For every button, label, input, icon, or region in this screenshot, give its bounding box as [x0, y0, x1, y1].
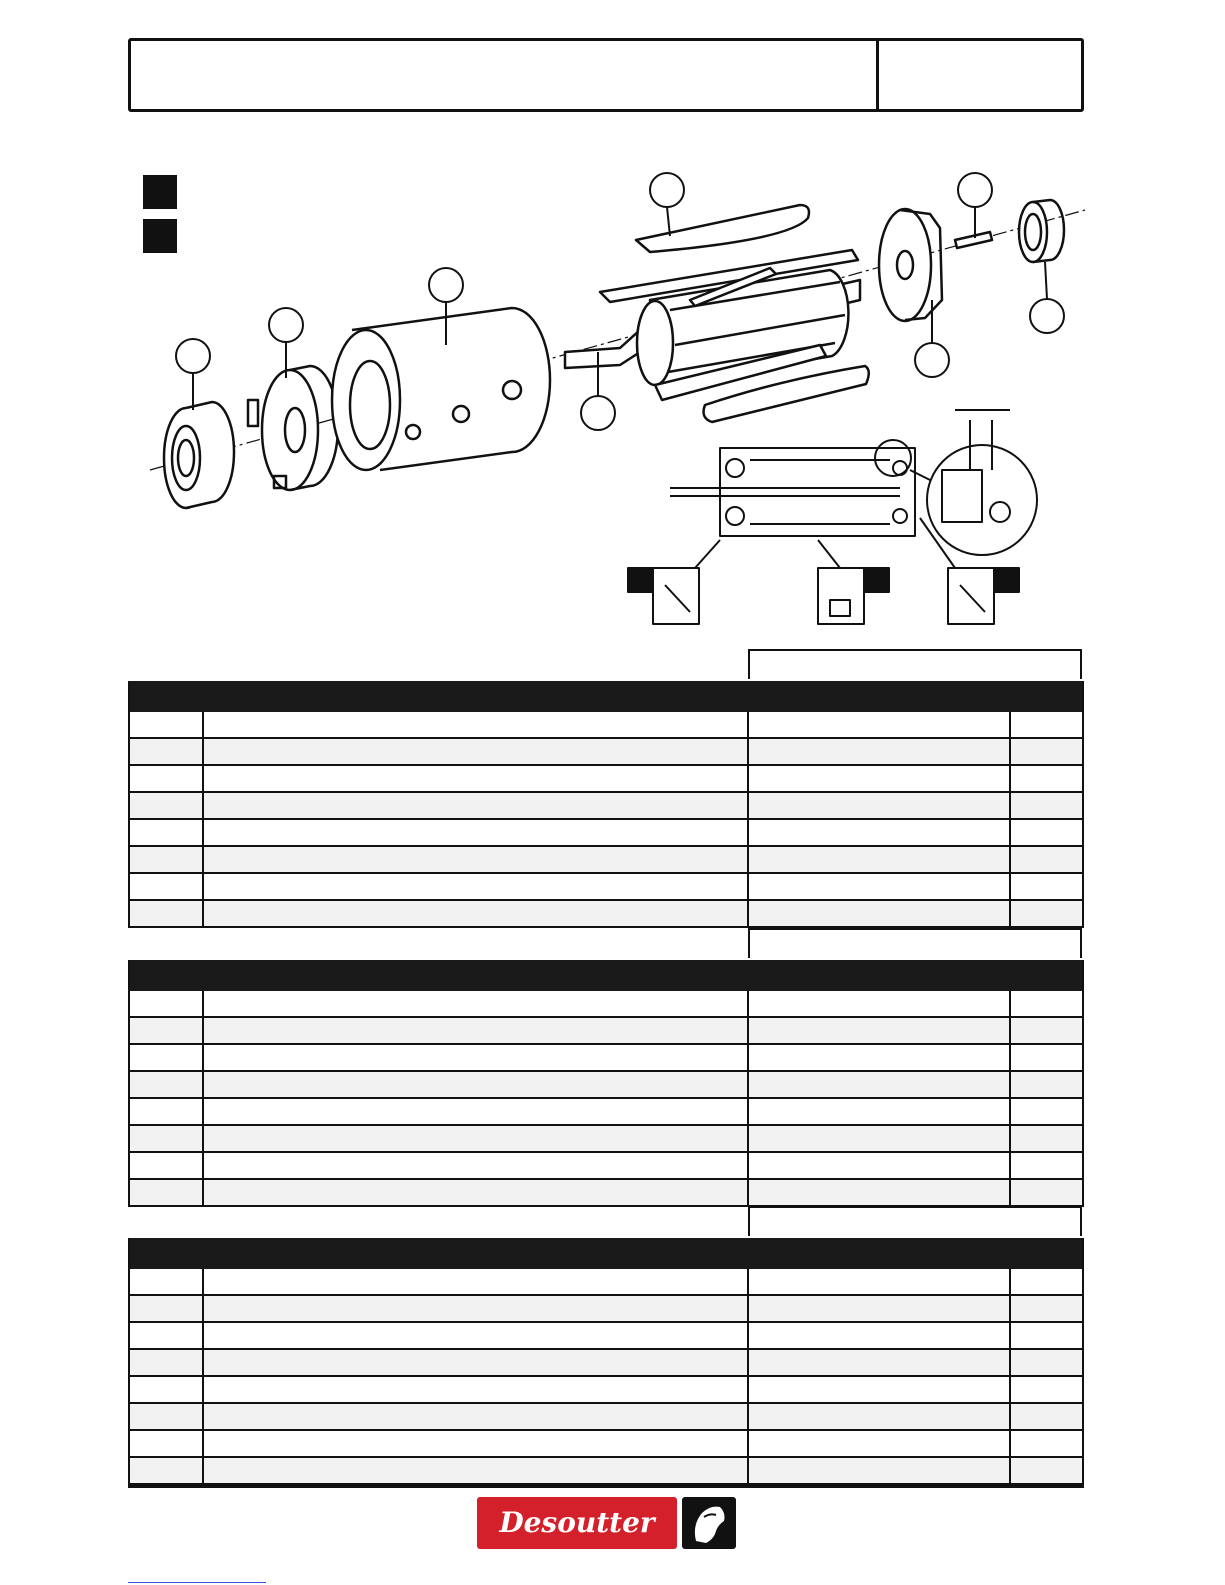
cell-item: [130, 1404, 204, 1429]
table-row: [130, 1097, 1082, 1124]
horse-head-svg: [682, 1497, 736, 1549]
cell-part-number: [749, 901, 1011, 926]
cell-part-number: [749, 1180, 1011, 1205]
table-1-caption: [748, 649, 1082, 679]
table-2-caption: [748, 928, 1082, 958]
cell-item: [130, 793, 204, 818]
cell-part-number: [749, 1431, 1011, 1456]
cell-item: [130, 1350, 204, 1375]
cell-item: [130, 766, 204, 791]
cell-description: [204, 1458, 749, 1483]
brand-logo: Desoutter: [477, 1497, 677, 1549]
cell-item: [130, 1018, 204, 1043]
cell-item: [130, 820, 204, 845]
cell-part-number: [749, 793, 1011, 818]
cell-description: [204, 1072, 749, 1097]
cell-part-number: [749, 1153, 1011, 1178]
table-row: [130, 899, 1082, 926]
cell-part-number: [749, 1296, 1011, 1321]
col-description: [204, 960, 749, 991]
cell-item: [130, 1153, 204, 1178]
cell-item: [130, 1269, 204, 1294]
cell-part-number: [749, 712, 1011, 737]
table-3-header: [130, 1238, 1082, 1269]
vane-1-drawing: [636, 205, 809, 252]
table-row: [130, 1269, 1082, 1294]
cell-qty: [1011, 820, 1082, 845]
cell-qty: [1011, 1458, 1082, 1483]
cell-description: [204, 1269, 749, 1294]
cell-part-number: [749, 1126, 1011, 1151]
cell-item: [130, 1180, 204, 1205]
table-row: [130, 1429, 1082, 1456]
table-3-caption: [748, 1206, 1082, 1236]
table-row: [130, 1348, 1082, 1375]
table-2-header: [130, 960, 1082, 991]
cell-qty: [1011, 712, 1082, 737]
cell-part-number: [749, 874, 1011, 899]
cell-qty: [1011, 739, 1082, 764]
cell-description: [204, 1099, 749, 1124]
bearing-rear-drawing: [1019, 200, 1064, 262]
cell-qty: [1011, 1045, 1082, 1070]
table-row: [130, 1456, 1082, 1483]
col-part-number: [749, 681, 1011, 712]
cell-item: [130, 874, 204, 899]
cell-item: [130, 901, 204, 926]
cell-item: [130, 991, 204, 1016]
cell-qty: [1011, 1377, 1082, 1402]
cell-description: [204, 712, 749, 737]
cell-description: [204, 1018, 749, 1043]
table-row: [130, 845, 1082, 872]
cell-description: [204, 793, 749, 818]
cell-description: [204, 1404, 749, 1429]
cell-description: [204, 901, 749, 926]
col-qty: [1011, 1238, 1082, 1269]
table-row: [130, 1178, 1082, 1205]
col-description: [204, 681, 749, 712]
cell-item: [130, 1099, 204, 1124]
rotor-drawing: [565, 270, 860, 386]
cell-item: [130, 1126, 204, 1151]
cell-description: [204, 874, 749, 899]
table-row: [130, 712, 1082, 737]
exploded-view-drawing: [0, 0, 1225, 640]
cell-qty: [1011, 1323, 1082, 1348]
cell-description: [204, 991, 749, 1016]
cell-description: [204, 1296, 749, 1321]
col-item: [130, 1238, 204, 1269]
table-2-body: [130, 991, 1082, 1205]
table-row: [130, 1043, 1082, 1070]
cell-part-number: [749, 1323, 1011, 1348]
cell-qty: [1011, 1072, 1082, 1097]
cell-description: [204, 766, 749, 791]
cell-part-number: [749, 991, 1011, 1016]
cell-qty: [1011, 847, 1082, 872]
table-row: [130, 1321, 1082, 1348]
cell-description: [204, 1126, 749, 1151]
cell-item: [130, 1045, 204, 1070]
col-description: [204, 1238, 749, 1269]
cell-part-number: [749, 739, 1011, 764]
grease-icon-1: [628, 540, 720, 624]
table-row: [130, 1070, 1082, 1097]
cell-part-number: [749, 1045, 1011, 1070]
cell-qty: [1011, 1018, 1082, 1043]
cell-part-number: [749, 1099, 1011, 1124]
col-item: [130, 960, 204, 991]
table-row: [130, 818, 1082, 845]
cell-qty: [1011, 1099, 1082, 1124]
cell-item: [130, 739, 204, 764]
cell-qty: [1011, 793, 1082, 818]
cell-item: [130, 847, 204, 872]
cell-part-number: [749, 1018, 1011, 1043]
cell-qty: [1011, 1350, 1082, 1375]
cell-part-number: [749, 1269, 1011, 1294]
col-part-number: [749, 960, 1011, 991]
cell-description: [204, 1153, 749, 1178]
cell-qty: [1011, 1431, 1082, 1456]
cell-qty: [1011, 991, 1082, 1016]
cell-description: [204, 739, 749, 764]
cell-qty: [1011, 901, 1082, 926]
page-link-underline[interactable]: [128, 1582, 266, 1583]
cell-part-number: [749, 820, 1011, 845]
table-row: [130, 1294, 1082, 1321]
table-row: [130, 737, 1082, 764]
cell-item: [130, 1377, 204, 1402]
cell-qty: [1011, 766, 1082, 791]
cell-qty: [1011, 1296, 1082, 1321]
cell-item: [130, 1458, 204, 1483]
cylinder-drawing: [332, 308, 550, 470]
cell-qty: [1011, 1126, 1082, 1151]
table-row: [130, 991, 1082, 1016]
col-item: [130, 681, 204, 712]
table-row: [130, 1402, 1082, 1429]
cell-description: [204, 1180, 749, 1205]
cell-part-number: [749, 847, 1011, 872]
parts-table-1: [128, 681, 1084, 928]
cell-item: [130, 1072, 204, 1097]
table-1-header: [130, 681, 1082, 712]
cell-item: [130, 1296, 204, 1321]
cell-qty: [1011, 1153, 1082, 1178]
parts-table-2: [128, 960, 1084, 1207]
cell-part-number: [749, 766, 1011, 791]
table-row: [130, 1124, 1082, 1151]
cell-qty: [1011, 874, 1082, 899]
cell-qty: [1011, 1404, 1082, 1429]
cell-description: [204, 847, 749, 872]
cell-part-number: [749, 1377, 1011, 1402]
table-row: [130, 791, 1082, 818]
table-row: [130, 872, 1082, 899]
cell-item: [130, 1431, 204, 1456]
oil-can-icon: [818, 540, 889, 624]
section-view-drawing: [670, 410, 1037, 555]
cell-description: [204, 1431, 749, 1456]
table-row: [130, 1016, 1082, 1043]
cell-part-number: [749, 1404, 1011, 1429]
horse-head-icon: [682, 1497, 736, 1549]
col-qty: [1011, 960, 1082, 991]
table-1-body: [130, 712, 1082, 926]
cell-description: [204, 1350, 749, 1375]
cell-description: [204, 1323, 749, 1348]
cell-part-number: [749, 1458, 1011, 1483]
table-row: [130, 764, 1082, 791]
table-row: [130, 1375, 1082, 1402]
pin-drawing: [955, 232, 992, 248]
cell-item: [130, 1323, 204, 1348]
cell-qty: [1011, 1269, 1082, 1294]
col-qty: [1011, 681, 1082, 712]
cell-part-number: [749, 1350, 1011, 1375]
parts-table-3: [128, 1238, 1084, 1485]
table-row: [130, 1151, 1082, 1178]
cell-description: [204, 1045, 749, 1070]
footer-divider: [128, 1485, 1084, 1488]
end-plate-front-drawing: [248, 366, 338, 490]
bearing-front-drawing: [164, 402, 234, 508]
table-3-body: [130, 1269, 1082, 1483]
cell-item: [130, 712, 204, 737]
cell-description: [204, 1377, 749, 1402]
cell-description: [204, 820, 749, 845]
cell-part-number: [749, 1072, 1011, 1097]
col-part-number: [749, 1238, 1011, 1269]
cell-qty: [1011, 1180, 1082, 1205]
